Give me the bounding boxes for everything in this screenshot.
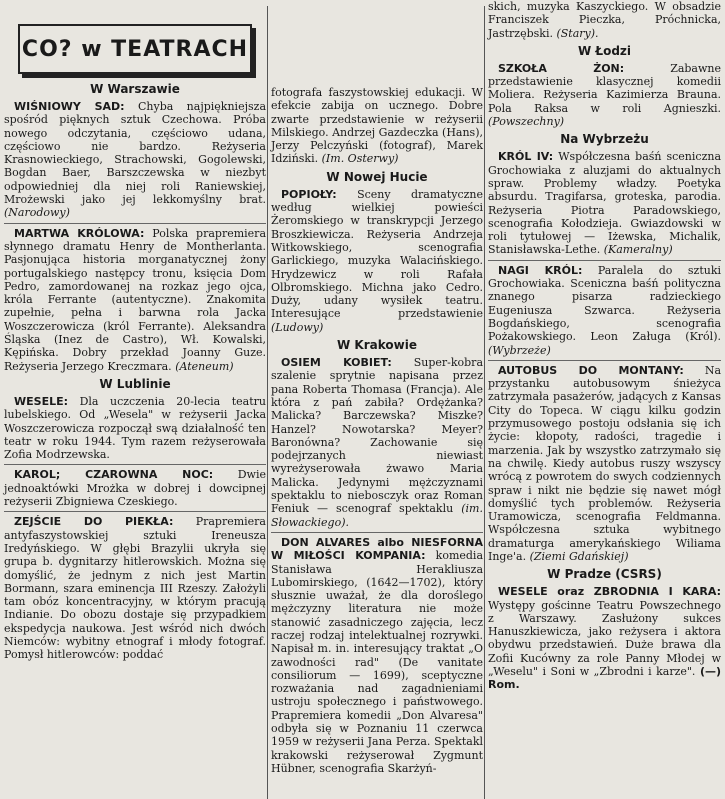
column-rule (484, 6, 485, 799)
entry (4, 227, 266, 373)
divider (271, 532, 483, 533)
entry-text: komedia Stanisława Herakliusza Lubomirskiego, (1642—1702), który słusznie uważał, że dla doroślego mężczyzny literatura nie może stanowić zasadniczego zajęcia, lecz raczej rodzaj intelektualnej rozrywki. Napisał m. in. interesujący traktat „O zawodności rad" (De vanitate consiliorum — 1699), sceptyczne rozważania nad zagadnieniami ustroju społecznego i państwowego. Prapremiera komedii „Don Alvaresa" odbyła się w Poznaniu 11 czerwca 1959 w reżyserii Jana Perza. Spektakl krakowski reżyserował Zygmunt Hübner, scenografia Skarżyń- (271, 549, 484, 775)
entry-title: WIŚNIOWY SAD: (14, 100, 125, 113)
divider (4, 511, 266, 512)
entry-theatre: (Ateneum) (175, 359, 234, 373)
entry-title: POPIOŁY: (281, 187, 337, 201)
entry-theatre: (Ziemi Gdańskiej) (529, 549, 629, 563)
entry (271, 356, 483, 529)
entry-theatre: (Narodowy) (4, 206, 70, 220)
entry-text: Współczesna baśń sceniczna Grochowiaka z aluzjami do aktualnych spraw. Problemy władzy. Poetyka absurdu. Tragifarsa, groteska, parodia. Reżyseria Piotra Paradowskiego, scenografia Kołodzieja. Gwiazdowski w roli tytułowej — Iżewska, Michalik, Stanisławska-Lethe. (488, 150, 722, 257)
entry-title: MARTWA KRÓLOWA: (14, 226, 145, 240)
entry-title: KAROL; CZAROWNA NOC: (14, 468, 214, 482)
page-title: CO? w TEATRACH (21, 36, 249, 62)
entry-text: Dwie jednoaktówki Mrożka w dobrej i dowcipnej reżyserii Zbigniewa Czeskiego. (4, 468, 266, 509)
entry-text: Paralela do sztuki Grochowiaka. Sceniczna baśń polityczna znanego pisarza radzieckiego Eugeniusza Szwarca. Reżyseria Bogdańskiego, scenografia Pożakowskiego. Leon Załuga (Król). (488, 263, 722, 344)
entry-theatre: (Im. Osterwy) (321, 152, 399, 166)
entry-title: WESELE: (14, 394, 69, 408)
entry (488, 150, 721, 256)
entry (488, 62, 721, 128)
city-heading: W Warszawie (90, 82, 180, 96)
entry-theatre: (Stary). (556, 26, 599, 40)
entry (4, 100, 266, 220)
entry-text: Prapremiera antyfaszystowskiej sztuki Ireneusza Iredyńskiego. W głębi Brazylii ukryła się grupa b. dygnitarzy hitlerowskich. Można się domyślić, że jednym z nich jest Martin Bormann, szara eminencja III Rzeszy. Założyli tam obóz koncentracyjny, w którym pracują Indianie. Do obozu dostaje się przypadkiem ekspedycja naukowa. Jest wśród nich dwóch Niemców: wybitny etnograf i młody fotograf. Pomysł hitlerowców: poddać (4, 515, 266, 662)
entry-text: skich, muzyka Kaszyckiego. W obsadzie Franciszek Pieczka, Próchnicka, Jastrzębski. (488, 0, 721, 40)
city-heading: W Nowej Hucie (326, 169, 428, 184)
entry-continued (271, 86, 483, 166)
divider (4, 223, 266, 224)
entry (488, 364, 721, 563)
city-heading: Na Wybrzeżu (560, 132, 649, 147)
entry-text: Występy gościnne Teatru Powszechnego z Warszawy. Zasłużony sukces Hanuszkiewicza, jako reżysera i aktora obydwu przedstawień. Duże brawa dla Zofii Kucówny za role Panny Młodej w „Weselu" i Soni w „Zbrodni i karze". (488, 598, 721, 679)
entry (271, 188, 483, 334)
divider (488, 360, 721, 361)
entry-title: DON ALVARES albo NIESFORNA W MIŁOŚCI KOMPANIA: (271, 535, 483, 563)
entry (4, 395, 266, 461)
column-rule (267, 6, 268, 799)
entry-text: Zabawne przedstawienie klasycznej komedii Moliera. Reżyseria Kazimierza Brauna. Pola Raksa w roli Agnieszki. (488, 61, 721, 115)
entry-text: Polska prapremiera słynnego dramatu Henry de Montherlanta. Pasjonująca historia morganatycznej żony portugalskiego następcy tronu, księcia Dom Pedro, zamordowanej na rozkaz jego ojca, króla Ferrante (autentyczne). Znakomita zupełnie, pełna i barwna rola Jacka Woszczerowicza (król Ferrante). Aleksandra Śląska (Inez de Castro), Wł. Kowalski, Kępińska. Dobry przekład Joanny Guze. Reżyseria Jerzego Kreczmara. (4, 226, 267, 373)
entry-title: AUTOBUS DO MONTANY: (498, 363, 684, 377)
entry-text: fotografa faszystowskiej edukacji. W efekcie zabija on ucznego. Dobre zwarte przedstawienie w reżyserii Milskiego. Andrzej Gazdeczka (Hans), Jerzy Pelczyński (fotograf), Marek Idziński. (271, 86, 483, 166)
entry (4, 468, 266, 508)
divider (488, 260, 721, 261)
city-heading: W Lublinie (99, 376, 171, 391)
entry-title: WESELE oraz ZBRODNIA I KARA: (498, 585, 721, 599)
entry (488, 585, 721, 691)
entry-signature: (—) Rom. (488, 665, 721, 692)
entry-title: ZEJŚCIE DO PIEKŁA: (14, 515, 174, 529)
entry-title: NAGI KRÓL: (498, 263, 583, 277)
entry-theatre: (Ludowy) (271, 320, 324, 334)
entry-text: Na przystanku autobusowym śnieżyca zatrzymała pasażerów, jadących z Kansas City do Topeca. W ciągu kilku godzin przymusowego postoju odsłania się ich życie: kłopoty, radości, tragedie i marzenia. Jak by wszystko zatrzymało się na chwilę. Kiedy autobus ruszy wszyscy wrócą z powrotem do swych codziennych spraw i nikt nie będzie się nawet mógł domyślić tych problemów. Reżyseria Uramowicza, scenografia Feldmanna. Współczesna sztuka wybitnego dramaturga amerykańskiego Wiliama Inge'a. (488, 363, 721, 563)
entry-theatre: (Kameralny) (603, 243, 673, 257)
entry-theatre: (Wybrzeże) (488, 343, 551, 357)
city-heading: W Krakowie (337, 338, 417, 353)
entry-title: KRÓL IV: (498, 150, 554, 164)
entry-title: SZKOŁA ŻON: (498, 61, 625, 75)
entry-continued (488, 0, 721, 40)
entry-text: Dla uczczenia 20-lecia teatru lubelskiego. Od „Wesela" w reżyserii Jacka Woszczerowicza rozpoczął swą działalność ten teatr w roku 1944. Tym razem reżyserowała Zofia Modrzewska. (4, 394, 266, 462)
entry-theatre: (Powszechny) (488, 115, 565, 129)
title-box (18, 24, 252, 74)
entry-text: Sceny dramatyczne według wielkiej powieści Żeromskiego w transkrypcji Jerzego Broszkiewicza. Reżyseria Andrzeja Witkowskiego, scenografia Garlickiego, muzyka Walacińskiego. Hrydzewicz w roli Rafała Olbromskiego. Michna jako Cedro. Duży, udany wysiłek teatru. Interesujące przedstawienie (271, 187, 483, 321)
entry (488, 264, 721, 357)
entry-title: OSIEM KOBIET: (281, 356, 392, 370)
entry-text: Super-kobra szalenie sprytnie napisana przez pana Roberta Thomasa (Francja). Ale która z pań zabiła? Ordężanka? Malicka? Barczewska? Miszke? Hanzel? Nowotarska? Meyer? Baronówna? Zachowanie się podejrzanych niewiast wyreżyserowała żwawo Maria Malicka. Jedynymi mężczyznami spektaklu to niebosczyk oraz Roman Feniuk — scenograf spektaklu (271, 356, 483, 516)
city-heading: W Łodzi (577, 43, 632, 58)
entry-theatre: (im. Słowackiego). (271, 502, 483, 529)
divider (4, 464, 266, 465)
column-2 (271, 86, 483, 777)
column-1 (4, 0, 266, 664)
entry (271, 536, 483, 775)
column-3 (488, 0, 721, 694)
entry (4, 515, 266, 661)
entry-text: Chyba najpiękniejsza spośród pięknych sztuk Czechowa. Próba nowego odczytania, częściowo udana, częściowo nie bardzo. Reżyseria Krasnowieckiego, Strachowski, Gogolewski, Bogdan Baer, Barszczewska w niezbyt odpowiedniej dla niej roli Raniewskiej, Mrożewski jako jej lekkomyślny brat. (4, 100, 266, 207)
city-heading: W Pradze (CSRS) (547, 567, 662, 582)
